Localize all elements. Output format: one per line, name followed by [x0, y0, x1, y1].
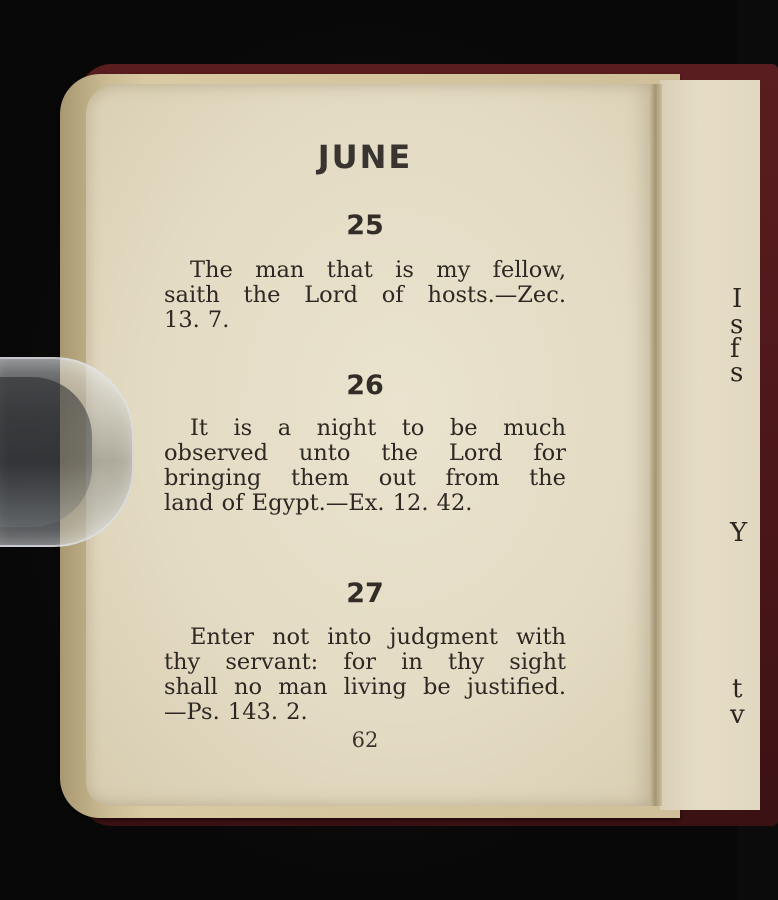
verse-text: [164, 258, 566, 333]
page-number: 62: [351, 728, 379, 752]
facing-page-fragment: s: [730, 358, 744, 388]
verse-line: The man that is my fellow,: [190, 257, 566, 283]
verse-line: observed unto the Lord for: [164, 440, 566, 466]
verse-line: Enter not into judgment with: [190, 624, 566, 650]
verse-line: thy servant: for in thy sight: [164, 649, 566, 675]
day-number: 25: [346, 210, 384, 241]
clip-shadow: [0, 377, 92, 527]
plastic-clip: [0, 357, 134, 547]
verse-line: shall no man living be justified.: [164, 674, 566, 700]
book-gutter: [650, 84, 662, 806]
verse-line: saith the Lord of hosts.—Zec.: [164, 282, 566, 308]
facing-page-fragment: f: [730, 334, 740, 364]
day-number: 27: [346, 578, 384, 609]
verse-line: bringing them out from the: [164, 465, 566, 491]
verse-line: —Ps. 143. 2.: [164, 699, 308, 725]
facing-page: [660, 80, 760, 810]
verse-line: land of Egypt.—Ex. 12. 42.: [164, 490, 473, 516]
facing-page-fragment: I: [732, 284, 743, 314]
verse-text: [164, 625, 566, 725]
day-number: 26: [346, 370, 384, 401]
facing-page-fragment: Y: [730, 518, 748, 548]
verse-text: [164, 416, 566, 516]
verse-line: 13. 7.: [164, 307, 230, 333]
verse-line: It is a night to be much: [190, 415, 566, 441]
month-heading: JUNE: [317, 138, 413, 176]
facing-page-fragment: s: [730, 310, 744, 340]
facing-page-fragment: v: [730, 700, 745, 730]
facing-page-fragment: t: [732, 674, 743, 704]
